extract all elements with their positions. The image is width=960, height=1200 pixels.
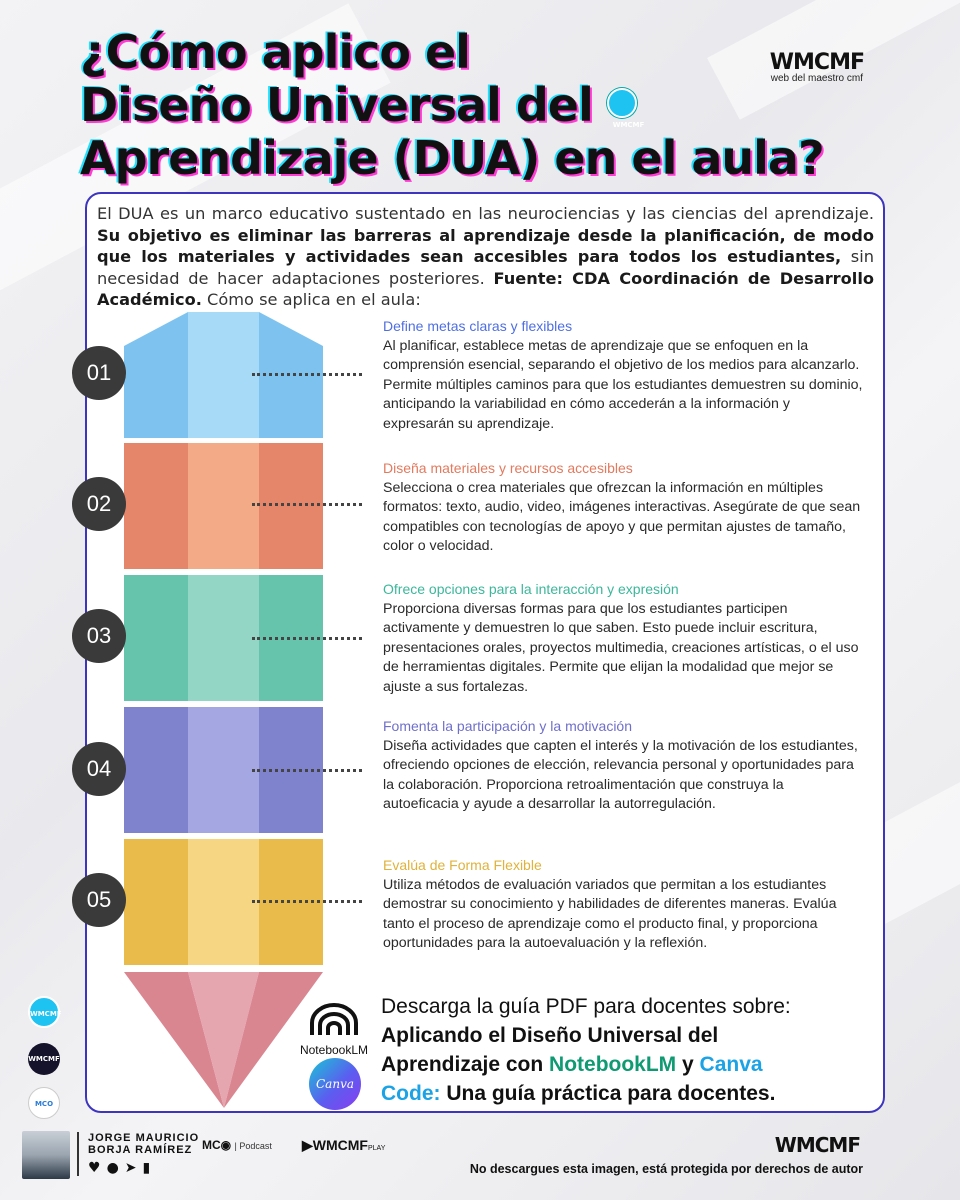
step-title: Evalúa de Forma Flexible	[383, 857, 542, 873]
wmcmf-circle-icon[interactable]: WMCMF	[28, 996, 60, 1028]
author-photo	[22, 1131, 70, 1179]
step-01-stripe-mid	[188, 312, 259, 438]
download-title-line-2: Aprendizaje con NotebookLM y Canva	[381, 1053, 763, 1076]
step-01-stripe-left	[124, 312, 188, 438]
step-number-badge: 02	[72, 477, 126, 531]
notebooklm-label: NotebookLM	[299, 1043, 369, 1057]
step-number-badge: 04	[72, 742, 126, 796]
step-title: Fomenta la participación y la motivación	[383, 718, 633, 734]
chat-icon[interactable]: ●	[106, 1160, 125, 1176]
step-connector	[252, 769, 362, 772]
brand-tagline: web del maestro cmf	[770, 73, 864, 84]
step-connector	[252, 637, 362, 640]
step-block-02	[124, 443, 323, 569]
step-text: Al planificar, establece metas de aprendizaje que se enfoquen en la comprensión esencial, separando el objetivo de los medios para alcanzarlo. Permite múltiples caminos para que los estudiantes demuestren su dominio, anticipando la variabilidad en cómo accederán a la información y expresarán su aprendizaje.	[383, 338, 863, 432]
play-icon: ▶	[302, 1137, 313, 1153]
footer-brand: WMCMF	[774, 1133, 860, 1157]
download-callout	[381, 992, 881, 1108]
step-04	[383, 718, 863, 815]
step-text: Proporciona diversas formas para que los estudiantes participen activamente y demuestren lo que saben. Esto puede incluir escritura, presentaciones orales, proyectos multimedia, creaciones artísticas, o el uso de herramientas digitales. Permite que elijan la modalidad que mejor se ajuste a sus fortalezas.	[383, 601, 859, 695]
wmcmf-badge-icon: WMCMF	[607, 88, 637, 118]
download-title-line-3: Code: Una guía práctica para docentes.	[381, 1082, 776, 1105]
download-title-line-1: Aplicando el Diseño Universal del	[381, 1024, 719, 1047]
canva-logo-icon: Canva	[309, 1058, 361, 1110]
step-number-badge: 01	[72, 346, 126, 400]
step-title: Ofrece opciones para la interacción y expresión	[383, 581, 679, 597]
step-02	[383, 460, 863, 557]
page-title	[80, 26, 880, 185]
step-connector	[252, 373, 362, 376]
wmcmf-play-logo: ▶WMCMFPLAY	[302, 1137, 386, 1153]
step-text: Selecciona o crea materiales que ofrezcan la información en múltiples formatos: texto, audio, video, imágenes interactivas. Asegúrate de que sean compatibles con tecnologías de apoyo y que permitan ajustes de tamaño, color o velocidad.	[383, 480, 861, 555]
wmcmf-dark-circle-icon[interactable]: WMCMF	[28, 1043, 60, 1075]
title-line-1: ¿Cómo aplico el	[80, 25, 470, 79]
brand-logo-text: WMCMF	[769, 50, 864, 75]
send-icon[interactable]: ➤	[124, 1160, 143, 1176]
step-text: Utiliza métodos de evaluación variados que permitan a los estudiantes demostrar su conocimiento y habilidades de diferentes maneras. Evalúa tanto el proceso de aprendizaje como el producto final, y proporciona oportunidades para la autoevaluación y la reflexión.	[383, 877, 837, 952]
step-connector	[252, 900, 362, 903]
podcast-mic-icon: ◉	[220, 1138, 232, 1152]
brand-logo	[770, 50, 864, 84]
title-line-2: Diseño Universal del WMCMF	[80, 78, 645, 132]
notebooklm-logo	[296, 1003, 372, 1057]
step-title: Define metas claras y flexibles	[383, 318, 573, 334]
heart-icon[interactable]: ♥	[88, 1160, 107, 1176]
step-text: Diseña actividades que capten el interés y la motivación de los estudiantes, ofreciendo opciones de elección, relevancia personal y oportunidades para la colaboración. Proporciona retroalimentación que construya la autoeficacia y ayude a desarrollar la autorregulación.	[383, 738, 858, 813]
copyright-notice: No descargues esta imagen, está protegida por derechos de autor	[469, 1162, 863, 1176]
step-01	[383, 318, 863, 434]
pencil-tip-cone	[124, 972, 323, 1108]
bookmark-icon[interactable]: ▮	[142, 1160, 157, 1176]
mco-circle-icon[interactable]: MCO	[28, 1087, 60, 1119]
step-number-badge: 03	[72, 609, 126, 663]
download-lead: Descarga la guía PDF para docentes sobre:	[381, 995, 791, 1018]
title-line-3: Aprendizaje (DUA) en el aula?	[80, 131, 824, 185]
step-05	[383, 857, 863, 954]
podcast-logo: MC◉ | Podcast	[202, 1138, 272, 1152]
intro-paragraph: El DUA es un marco educativo sustentado en las neurociencias y las ciencias del aprendizaje. Su objetivo es eliminar las barreras al aprendizaje desde la planificación, de modo que los materiales y actividades sean accesibles para todos los estudiantes, sin necesidad de hacer adaptaciones posteriores. Fuente: CDA Coordinación de Desarrollo Académico. Cómo se aplica en el aula:	[97, 204, 874, 309]
step-connector	[252, 503, 362, 506]
footer-divider	[77, 1132, 79, 1176]
notebooklm-icon	[308, 1003, 360, 1037]
social-actions	[88, 1160, 156, 1176]
step-number-badge: 05	[72, 873, 126, 927]
step-title: Diseña materiales y recursos accesibles	[383, 460, 633, 476]
step-03	[383, 581, 863, 697]
author-name: JORGE MAURICIO BORJA RAMÍREZ	[88, 1132, 200, 1156]
